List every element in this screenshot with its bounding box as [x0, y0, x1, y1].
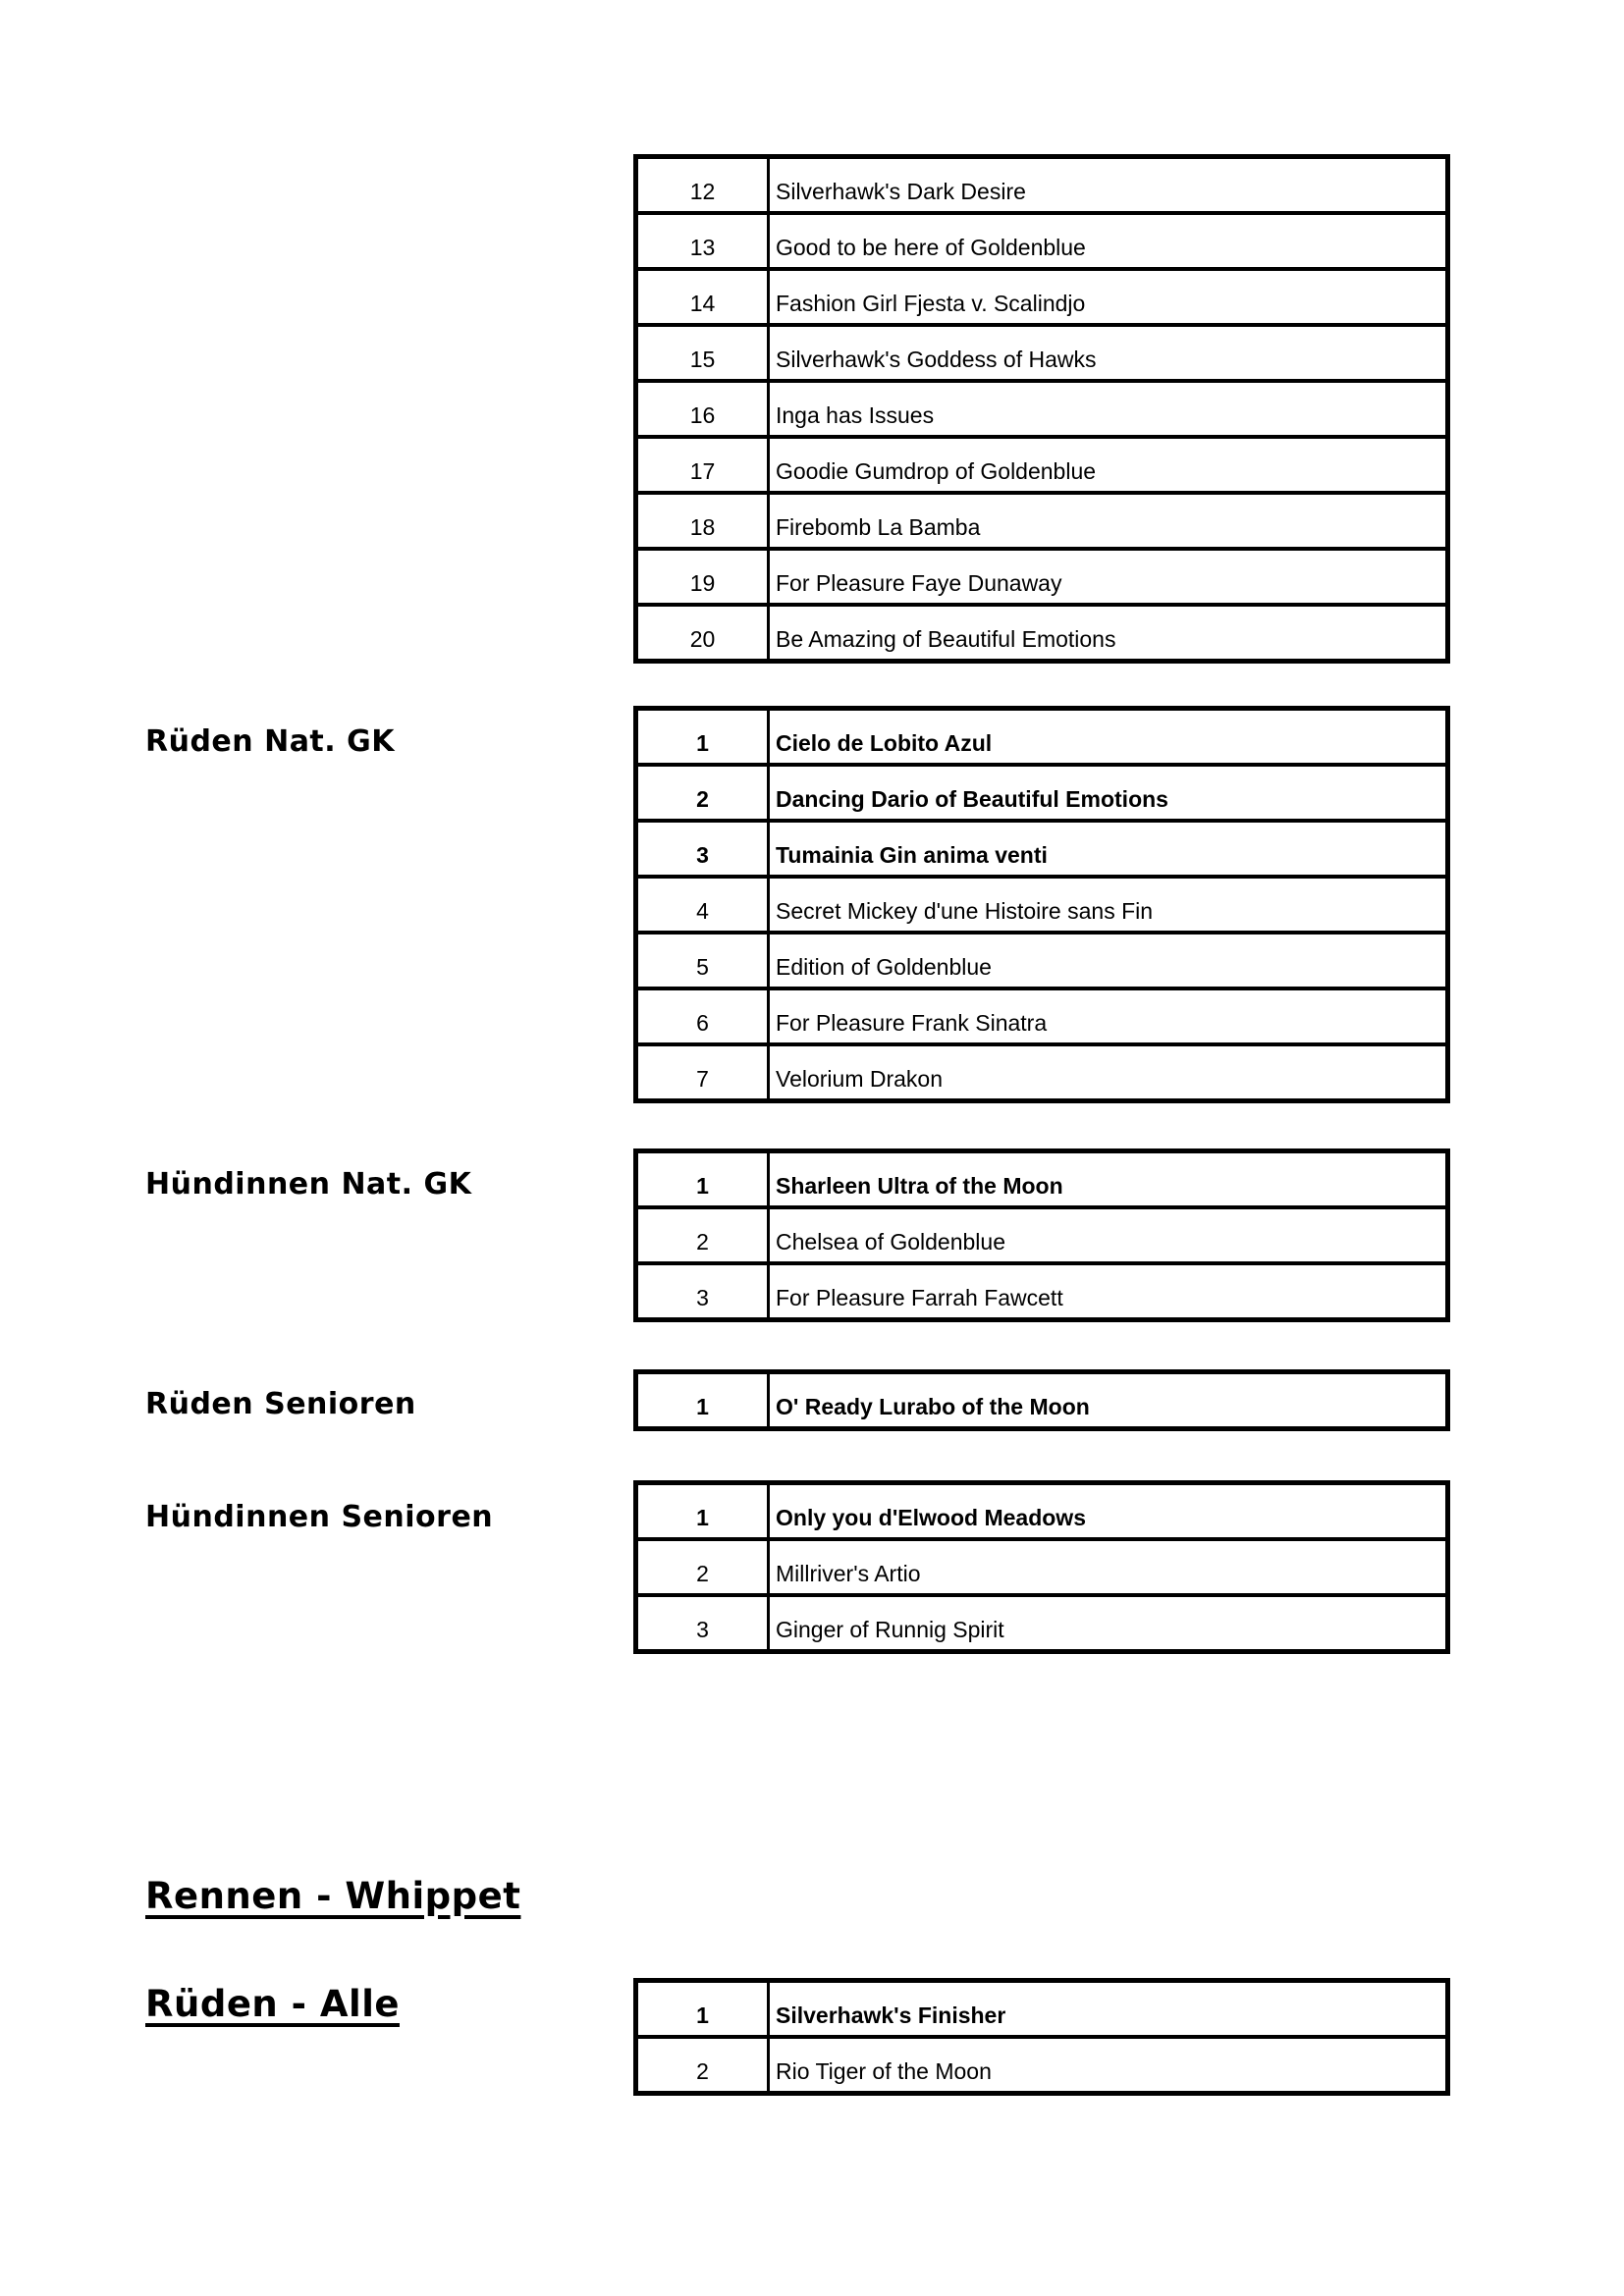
dog-name-cell: Ginger of Runnig Spirit [769, 1595, 1448, 1652]
dog-name-cell: Tumainia Gin anima venti [769, 821, 1448, 877]
dog-name-cell: Be Amazing of Beautiful Emotions [769, 605, 1448, 662]
table-row [636, 157, 1448, 214]
table-row [636, 549, 1448, 605]
heading-rueden-senioren: Rüden Senioren [145, 1387, 416, 1421]
place-cell: 12 [636, 157, 769, 214]
table-row [636, 213, 1448, 269]
heading-rueden-alle: Rüden - Alle [145, 1983, 400, 2025]
place-cell: 3 [636, 1263, 769, 1320]
dog-name-cell: Silverhawk's Finisher [776, 2002, 1006, 2028]
results-table-rueden-alle [633, 1978, 1450, 2096]
table-row [636, 381, 1448, 437]
table-row [636, 2037, 1448, 2094]
table-row [636, 605, 1448, 662]
results-table-huendinnen-nat-gk [633, 1148, 1450, 1322]
dog-name-cell: Millriver's Artio [769, 1539, 1448, 1595]
table-row [636, 709, 1448, 766]
place-cell: 15 [636, 325, 769, 381]
results-table-continued [633, 154, 1450, 664]
dog-name-cell: Only you d'Elwood Meadows [776, 1505, 1086, 1530]
dog-name-cell: Edition of Goldenblue [769, 933, 1448, 988]
table-row [636, 1483, 1448, 1540]
place-cell: 16 [636, 381, 769, 437]
table-row [636, 821, 1448, 877]
place-cell: 20 [636, 605, 769, 662]
dog-name-cell: Dancing Dario of Beautiful Emotions [769, 765, 1448, 821]
results-table-huendinnen-senioren [633, 1480, 1450, 1654]
table-row [636, 1207, 1448, 1263]
dog-name-cell: Cielo de Lobito Azul [776, 730, 993, 756]
dog-name-cell: Sharleen Ultra of the Moon [776, 1173, 1063, 1199]
dog-name-cell: Good to be here of Goldenblue [769, 213, 1448, 269]
place-cell: 1 [636, 1483, 769, 1540]
place-cell: 2 [636, 765, 769, 821]
place-cell: 5 [636, 933, 769, 988]
place-cell: 3 [636, 821, 769, 877]
dog-name-cell: O' Ready Lurabo of the Moon [776, 1394, 1090, 1419]
dog-name-cell: For Pleasure Frank Sinatra [769, 988, 1448, 1044]
table-row [636, 1044, 1448, 1101]
place-cell: 14 [636, 269, 769, 325]
place-cell: 13 [636, 213, 769, 269]
dog-name-cell: Chelsea of Goldenblue [769, 1207, 1448, 1263]
results-table-rueden-nat-gk [633, 706, 1450, 1103]
heading-rueden-nat-gk: Rüden Nat. GK [145, 724, 395, 759]
dog-name-cell: Fashion Girl Fjesta v. Scalindjo [769, 269, 1448, 325]
place-cell: 1 [636, 1372, 769, 1429]
results-table-rueden-senioren [633, 1369, 1450, 1431]
place-cell: 7 [636, 1044, 769, 1101]
place-cell: 2 [636, 1539, 769, 1595]
table-row [636, 765, 1448, 821]
dog-name-cell: Firebomb La Bamba [769, 493, 1448, 549]
dog-name-cell: Secret Mickey d'une Histoire sans Fin [769, 877, 1448, 933]
place-cell: 2 [636, 1207, 769, 1263]
dog-name-cell: Silverhawk's Goddess of Hawks [769, 325, 1448, 381]
place-cell: 19 [636, 549, 769, 605]
place-cell: 1 [636, 1981, 769, 2038]
table-row [636, 1372, 1448, 1429]
table-row [636, 1595, 1448, 1652]
place-cell: 4 [636, 877, 769, 933]
table-row [636, 325, 1448, 381]
table-row [636, 269, 1448, 325]
heading-huendinnen-senioren: Hündinnen Senioren [145, 1500, 494, 1534]
dog-name-cell: Rio Tiger of the Moon [769, 2037, 1448, 2094]
dog-name-cell: Velorium Drakon [769, 1044, 1448, 1101]
dog-name-cell: Goodie Gumdrop of Goldenblue [769, 437, 1448, 493]
place-cell: 3 [636, 1595, 769, 1652]
heading-huendinnen-nat-gk: Hündinnen Nat. GK [145, 1167, 472, 1201]
table-row [636, 1539, 1448, 1595]
table-row [636, 877, 1448, 933]
dog-name-cell: Silverhawk's Dark Desire [776, 179, 1026, 204]
place-cell: 17 [636, 437, 769, 493]
place-cell: 1 [636, 709, 769, 766]
dog-name-cell: For Pleasure Faye Dunaway [769, 549, 1448, 605]
place-cell: 6 [636, 988, 769, 1044]
place-cell: 18 [636, 493, 769, 549]
place-cell: 1 [636, 1151, 769, 1208]
table-row [636, 1981, 1448, 2038]
place-cell: 2 [636, 2037, 769, 2094]
dog-name-cell: Inga has Issues [769, 381, 1448, 437]
table-row [636, 1151, 1448, 1208]
table-row [636, 493, 1448, 549]
table-row [636, 988, 1448, 1044]
dog-name-cell: For Pleasure Farrah Fawcett [769, 1263, 1448, 1320]
table-row [636, 437, 1448, 493]
heading-rennen-whippet: Rennen - Whippet [145, 1875, 521, 1917]
table-row [636, 1263, 1448, 1320]
table-row [636, 933, 1448, 988]
